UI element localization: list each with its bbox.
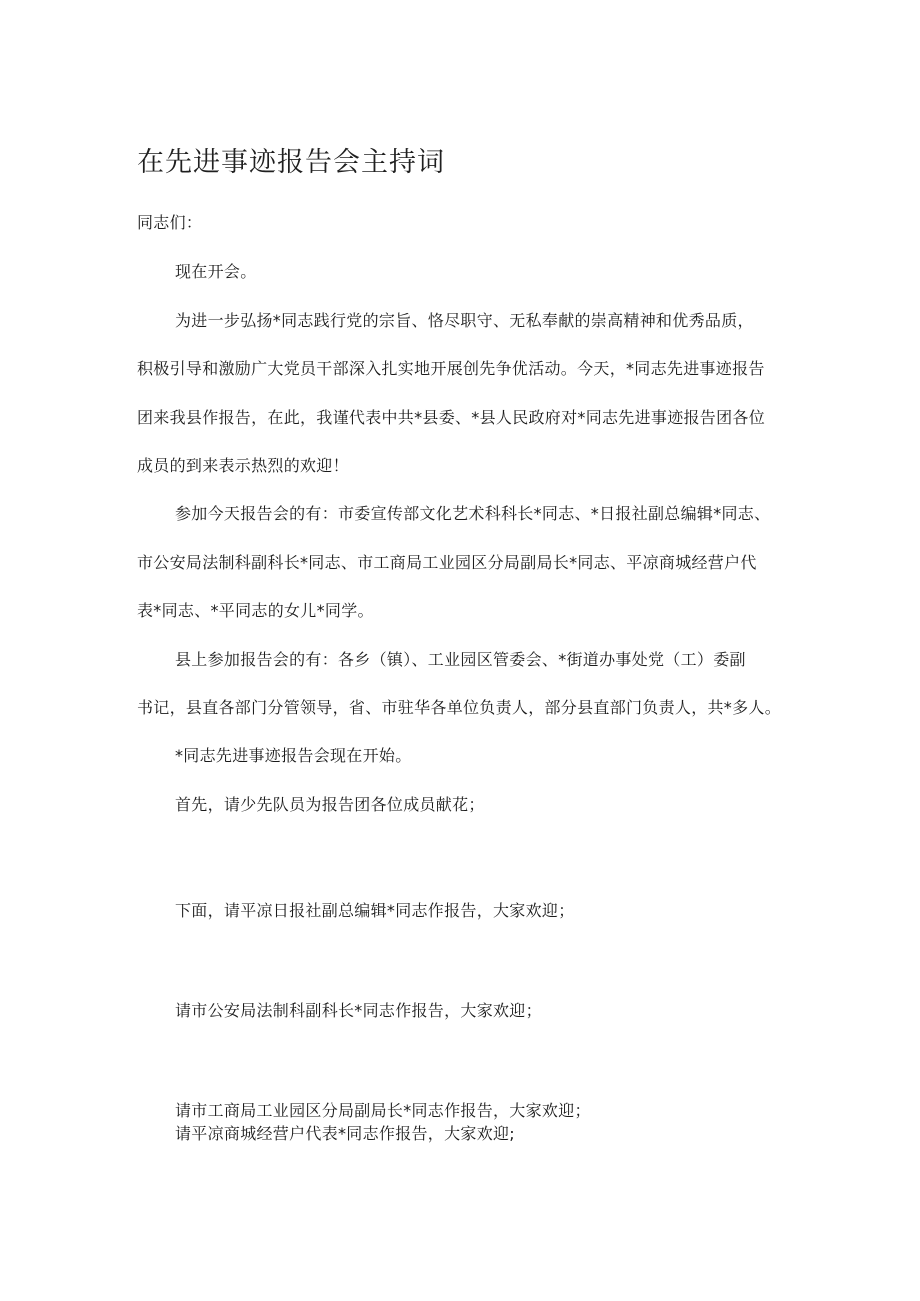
paragraph-2-line-3: 表*同志、*平同志的女儿*同学。 [137,601,374,620]
report-4-line: 请平凉商城经营户代表*同志作报告，大家欢迎; [175,1124,515,1143]
paragraph-1-line-2: 积极引导和激励广大党员干部深入扎实地开展创先争优活动。今天，*同志先进事迹报告 [137,359,765,378]
salutation: 同志们： [137,213,203,232]
opening-line: 现在开会。 [175,262,257,281]
paragraph-2-line-2: 市公安局法制科副科长*同志、市工商局工业园区分局副局长*同志、平凉商城经营户代 [137,553,757,572]
report-3-line: 请市工商局工业园区分局副局长*同志作报告，大家欢迎； [175,1101,591,1120]
report-1-line: 下面，请平凉日报社副总编辑*同志作报告，大家欢迎； [175,901,575,920]
paragraph-3-line-2: 书记，县直各部门分管领导，省、市驻华各单位负责人，部分县直部门负责人，共*多人。 [137,698,782,717]
report-2-line: 请市公安局法制科副科长*同志作报告，大家欢迎； [175,1001,542,1020]
flowers-line: 首先，请少先队员为报告团各位成员献花； [175,795,485,814]
paragraph-2-line-1: 参加今天报告会的有：市委宣传部文化艺术科科长*同志、*日报社副总编辑*同志、 [175,504,771,523]
paragraph-1-line-4: 成员的到来表示热烈的欢迎！ [137,456,349,475]
paragraph-1-line-3: 团来我县作报告，在此，我谨代表中共*县委、*县人民政府对*同志先进事迹报告团各位 [137,408,766,427]
meeting-start-line: *同志先进事迹报告会现在开始。 [175,746,412,765]
paragraph-1-line-1: 为进一步弘扬*同志践行党的宗旨、恪尽职守、无私奉献的崇高精神和优秀品质， [175,311,754,330]
document-title: 在先进事迹报告会主持词 [137,147,445,178]
paragraph-3-line-1: 县上参加报告会的有：各乡（镇）、工业园区管委会、*街道办事处党（工）委副 [175,650,746,669]
